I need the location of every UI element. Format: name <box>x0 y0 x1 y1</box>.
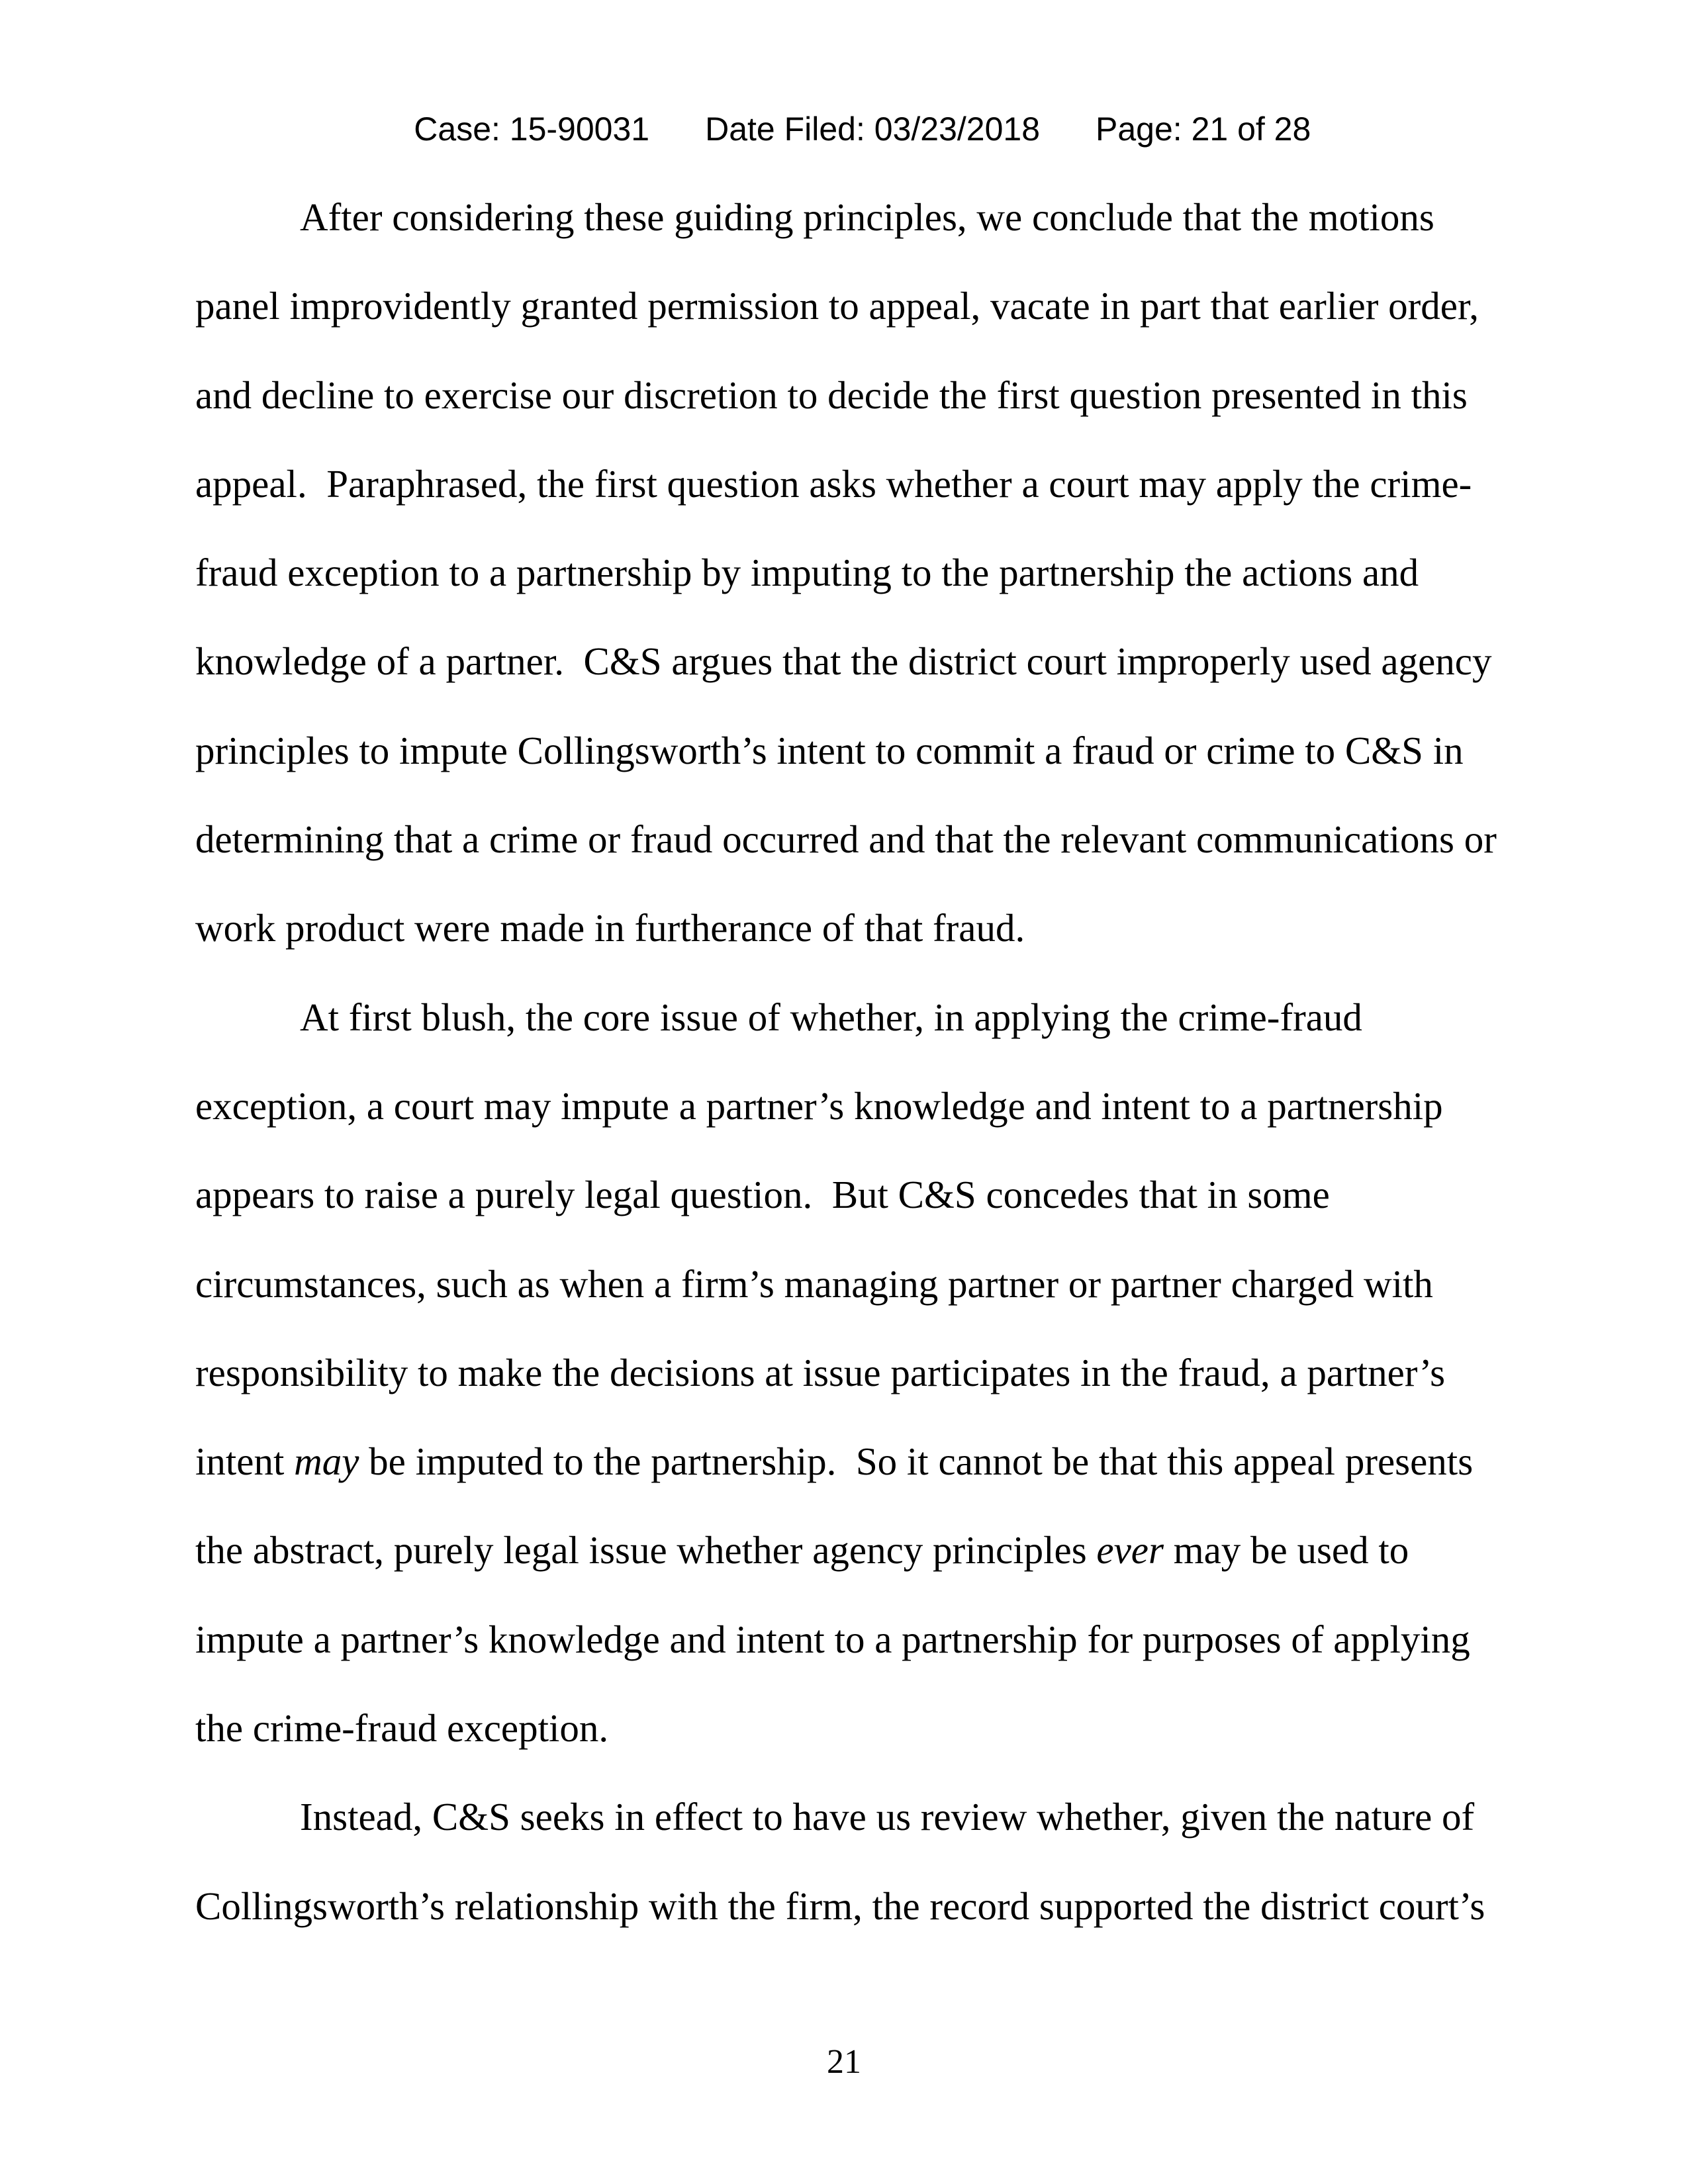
text-segment: fraud exception to a partnership by imputing to the partnership the actions and <box>195 551 1419 595</box>
text-line <box>195 351 1503 439</box>
italic-text: may <box>294 1439 359 1484</box>
text-segment: responsibility to make the decisions at issue participates in the fraud, a partner’s <box>195 1350 1446 1394</box>
text-line <box>195 1684 1503 1772</box>
text-segment: panel improvidently granted permission to appeal, vacate in part that earlier order, <box>195 284 1479 328</box>
text-segment: principles to impute Collingsworth’s intent to commit a fraud or crime to C&S in <box>195 728 1464 772</box>
text-line <box>195 884 1503 972</box>
text-line <box>195 1062 1503 1150</box>
text-segment: exception, a court may impute a partner’s knowledge and intent to a partnership <box>195 1083 1443 1128</box>
text-segment: and decline to exercise our discretion to decide the first question presented in this <box>195 373 1468 417</box>
date-filed: Date Filed: 03/23/2018 <box>705 111 1041 148</box>
paragraph <box>195 973 1503 1773</box>
case-number: Case: 15-90031 <box>414 111 650 148</box>
text-line <box>195 795 1503 884</box>
text-line <box>195 1240 1503 1328</box>
text-segment: the abstract, purely legal issue whether agency principles <box>195 1528 1097 1572</box>
text-segment: appears to raise a purely legal question. But C&S concedes that in some <box>195 1173 1330 1217</box>
text-segment: be imputed to the partnership. So it cannot be that this appeal presents <box>359 1439 1474 1484</box>
text-line <box>195 1506 1503 1594</box>
paragraph <box>195 1772 1503 1950</box>
text-line <box>195 1328 1503 1417</box>
text-line <box>195 261 1503 350</box>
text-segment: intent <box>195 1439 295 1484</box>
text-line <box>195 973 1503 1062</box>
text-segment: impute a partner’s knowledge and intent to a partnership for purposes of applying <box>195 1617 1470 1661</box>
text-line <box>195 1417 1503 1506</box>
text-segment: the crime-fraud exception. <box>195 1706 609 1751</box>
text-line <box>195 617 1503 705</box>
court-stamp-header <box>0 79 1688 179</box>
paragraph <box>195 173 1503 973</box>
text-line <box>195 706 1503 795</box>
text-line <box>195 173 1503 261</box>
text-segment: Collingsworth’s relationship with the firm, the record supported the district court’s <box>195 1884 1485 1928</box>
document-body <box>195 173 1503 1950</box>
text-segment: determining that a crime or fraud occurred and that the relevant communications or <box>195 817 1497 862</box>
text-segment: After considering these guiding principles, we conclude that the motions <box>300 195 1434 239</box>
text-line <box>195 1150 1503 1239</box>
page-number: 21 <box>827 2043 861 2081</box>
text-segment: appeal. Paraphrased, the first question asks whether a court may apply the crime- <box>195 461 1472 506</box>
text-line <box>195 528 1503 617</box>
text-line <box>195 1772 1503 1861</box>
text-line <box>195 1595 1503 1684</box>
text-segment: Instead, C&S seeks in effect to have us review whether, given the nature of <box>300 1795 1475 1839</box>
text-segment: may be used to <box>1163 1528 1409 1572</box>
italic-text: ever <box>1096 1528 1164 1572</box>
page-indicator: Page: 21 of 28 <box>1096 111 1311 148</box>
text-line <box>195 1862 1503 1950</box>
text-segment: circumstances, such as when a firm’s managing partner or partner charged with <box>195 1261 1433 1306</box>
text-line <box>195 439 1503 528</box>
text-segment: At first blush, the core issue of whether, in applying the crime-fraud <box>300 995 1362 1039</box>
text-segment: work product were made in furtherance of that fraud. <box>195 906 1025 950</box>
text-segment: knowledge of a partner. C&S argues that the district court improperly used agency <box>195 639 1492 684</box>
